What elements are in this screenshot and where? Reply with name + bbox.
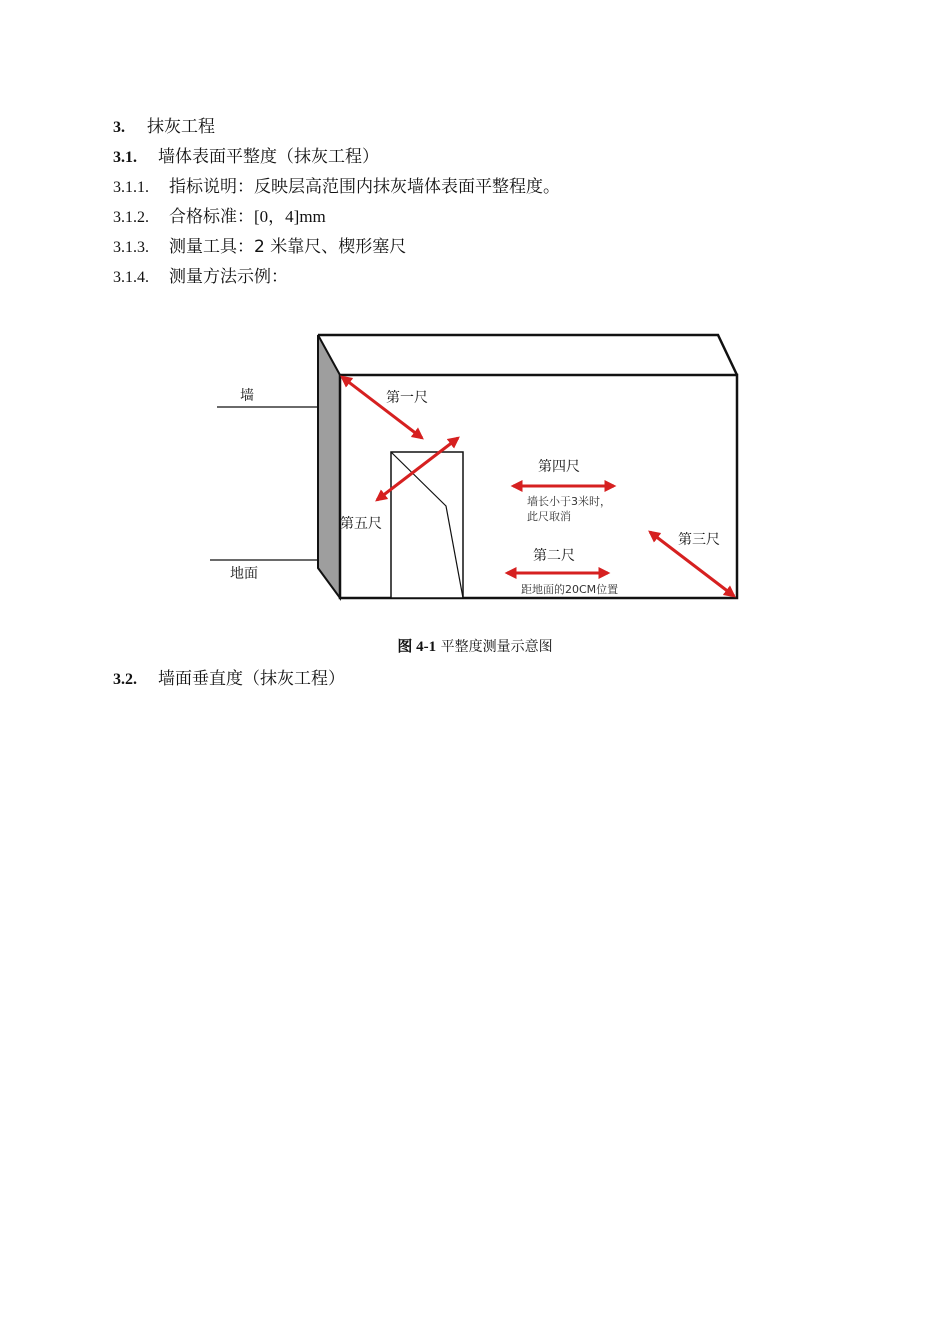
item-qualified-standard [113,205,326,229]
subsection-number: 3.1. [113,149,137,166]
figure-caption [0,636,950,658]
ruler-1-label: 第一尺 [386,390,428,406]
subsection-title: 墙体表面平整度（抹灰工程） [158,147,379,167]
item-number: 3.1.3. [113,239,149,256]
door-frame [391,452,463,598]
section-number: 3. [113,119,125,136]
ruler-3-label: 第三尺 [678,532,720,548]
wall-top-edge [318,335,737,375]
wall-label: 墙 [240,388,254,404]
item-measuring-tool [113,235,406,259]
item-number: 3.1.4. [113,269,149,286]
ruler-5-label: 第五尺 [340,516,382,532]
ruler-2-label: 第二尺 [533,548,575,564]
item-label: 合格标准： [169,207,254,227]
ruler-4-label: 第四尺 [538,459,580,475]
ruler-4-note-line2: 此尺取消 [527,510,571,523]
item-text: 测量方法示例： [169,267,288,287]
item-label: 测量工具： [169,237,254,257]
caption-number: 图 4-1 [397,639,437,655]
section-heading [113,115,215,139]
ruler-4-note-line1: 墙长小于3米时， [527,495,611,508]
next-subsection-heading [113,667,345,691]
item-text: 指标说明：反映层高范围内抹灰墙体表面平整程度。 [169,177,560,197]
next-subsection-number: 3.2. [113,671,137,688]
item-measuring-method [113,265,288,289]
ground-label: 地面 [230,566,258,582]
subsection-heading [113,145,379,169]
ruler-2-note: 距地面的20CM位置 [521,583,619,596]
item-indicator-description [113,175,560,199]
item-number: 3.1.2. [113,209,149,226]
item-value: [0，4]mm [254,207,326,226]
next-subsection-title: 墙面垂直度（抹灰工程） [158,669,345,689]
wall-side-face [318,335,340,598]
section-title: 抹灰工程 [147,117,215,137]
flatness-measurement-diagram [200,320,760,620]
item-value: 2 米靠尺、楔形塞尺 [254,237,407,257]
item-number: 3.1.1. [113,179,149,196]
caption-text: 平整度测量示意图 [440,639,553,655]
ruler-1-arrow [342,377,422,438]
